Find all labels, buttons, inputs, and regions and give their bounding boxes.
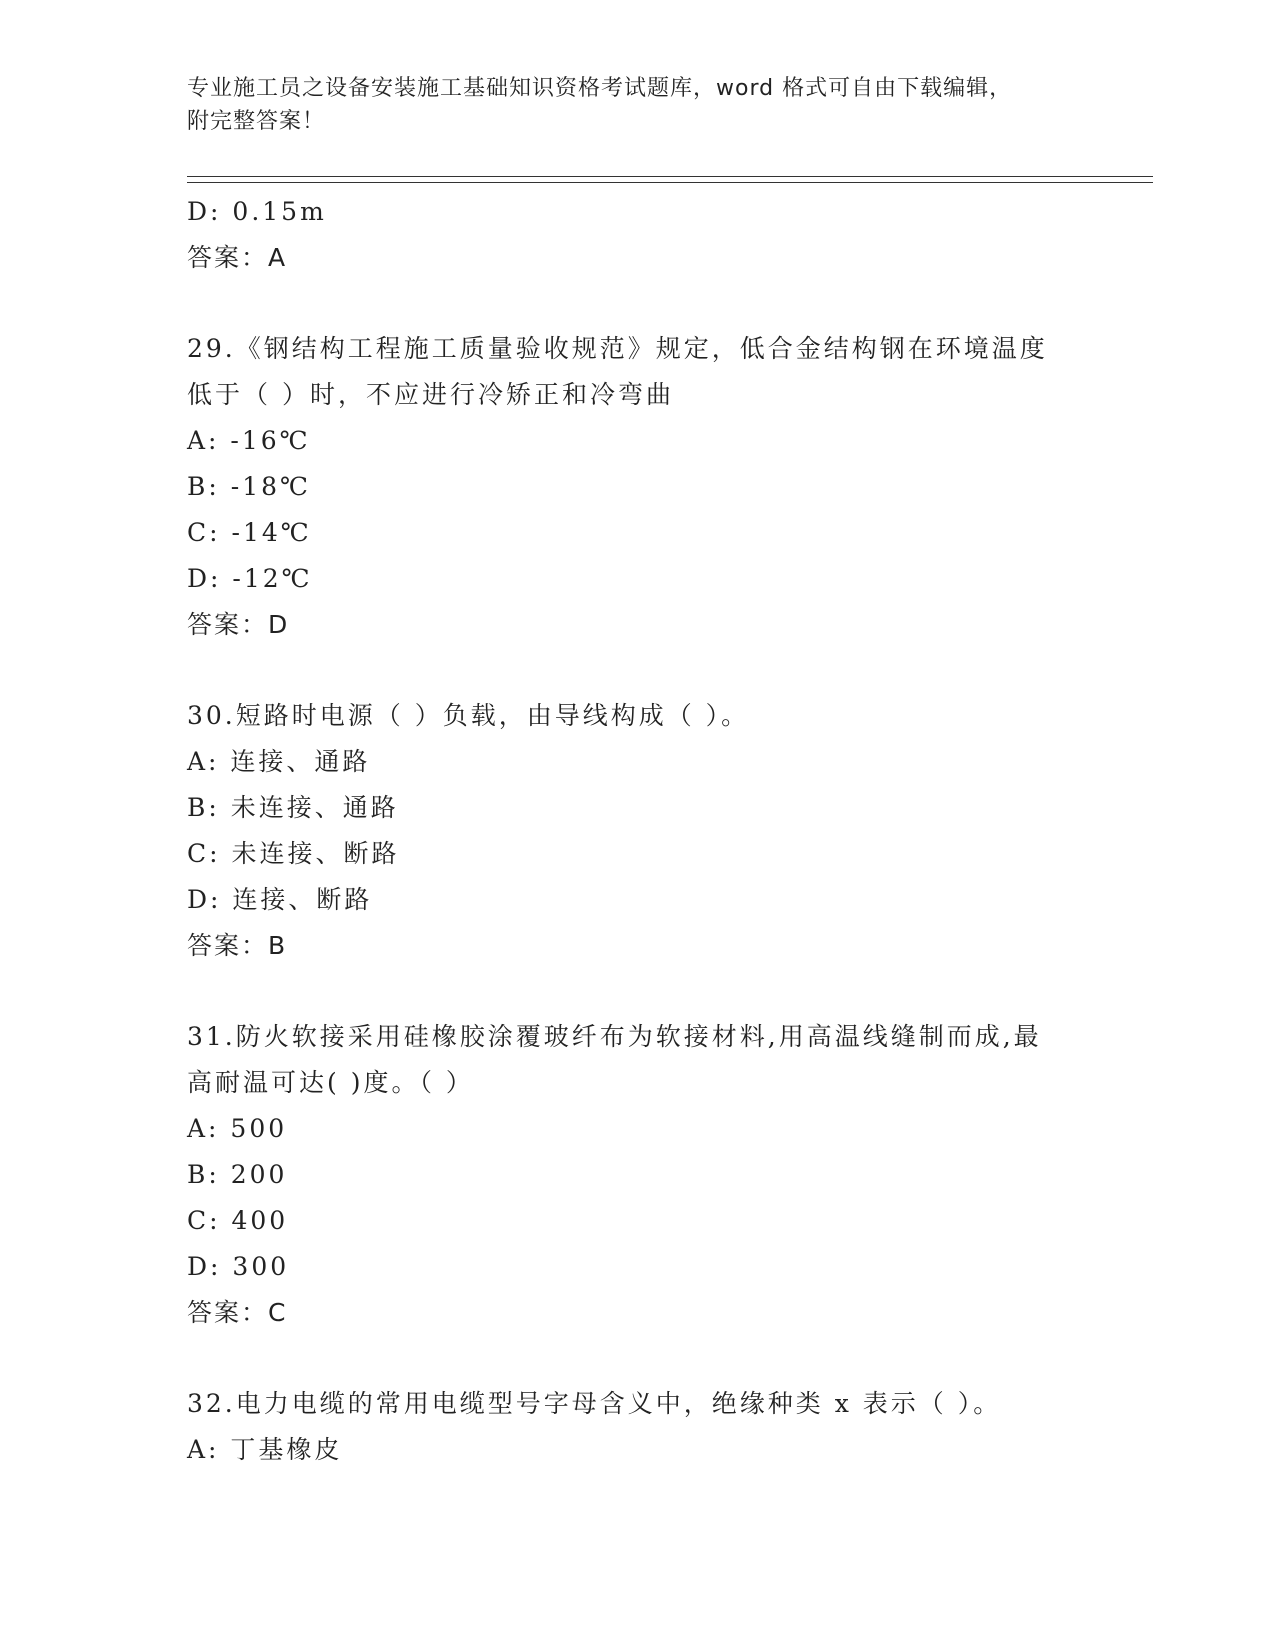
spacer (187, 281, 1107, 326)
option-c: C: 400 (187, 1206, 289, 1235)
option-b: B: 200 (187, 1160, 288, 1189)
question-text-line-2: 高耐温可达( )度。（ ） (187, 1068, 474, 1097)
option-a: A: -16℃ (187, 426, 311, 455)
prev-answer: 答案：A (187, 243, 288, 272)
answer: 答案：C (187, 1298, 288, 1327)
option-a: A: 连接、通路 (187, 747, 371, 776)
header-line-1: 专业施工员之设备安装施工基础知识资格考试题库，word 格式可自由下载编辑， (187, 76, 1013, 101)
spacer (187, 969, 1107, 1014)
answer: 答案：B (187, 931, 288, 960)
option-d: D: 300 (187, 1252, 290, 1281)
header-divider-top (187, 176, 1153, 177)
option-d: D: -12℃ (187, 564, 313, 593)
option-a: A: 丁基橡皮 (187, 1435, 343, 1464)
question-text-line-1: 32.电力电缆的常用电缆型号字母含义中，绝缘种类 x 表示（ ）。 (187, 1389, 1002, 1418)
question-text-line-1: 31.防火软接采用硅橡胶涂覆玻纤布为软接材料,用高温线缝制而成,最 (187, 1022, 1042, 1051)
spacer (187, 648, 1107, 693)
option-c: C: -14℃ (187, 518, 312, 547)
question-text-line-1: 29.《钢结构工程施工质量验收规范》规定，低合金结构钢在环境温度 (187, 334, 1048, 363)
option-b: B: 未连接、通路 (187, 793, 399, 822)
question-31 (187, 1014, 1107, 1336)
header-line-2: 附完整答案！ (187, 109, 326, 134)
spacer (187, 1336, 1107, 1381)
question-content (187, 189, 1107, 1473)
question-text-line-2: 低于（ ）时，不应进行冷矫正和冷弯曲 (187, 380, 674, 409)
option-b: B: -18℃ (187, 472, 311, 501)
prev-option-d: D: 0.15m (187, 197, 327, 226)
option-a: A: 500 (187, 1114, 288, 1143)
document-header (187, 72, 1087, 138)
question-32 (187, 1381, 1107, 1473)
question-29 (187, 326, 1107, 648)
option-d: D: 连接、断路 (187, 885, 373, 914)
question-30 (187, 693, 1107, 969)
answer: 答案：D (187, 610, 290, 639)
header-divider-bottom (187, 182, 1153, 183)
option-c: C: 未连接、断路 (187, 839, 400, 868)
question-text-line-1: 30.短路时电源（ ）负载，由导线构成（ ）。 (187, 701, 750, 730)
